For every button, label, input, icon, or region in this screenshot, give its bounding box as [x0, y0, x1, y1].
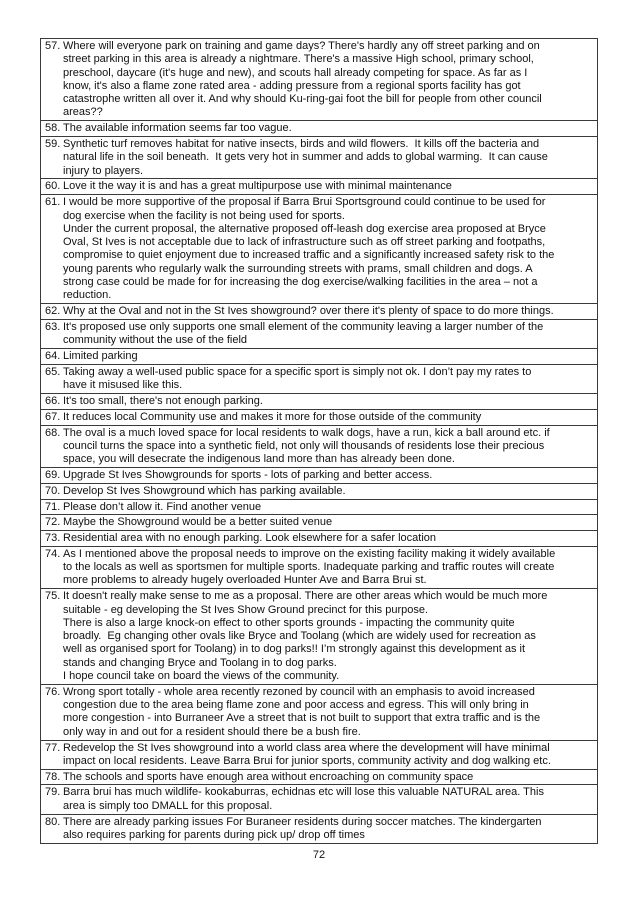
comment-row — [41, 425, 597, 467]
comment-line: Taking away a well-used public space for a specific sport is simply not ok. I don’t pay my rates to — [63, 365, 532, 378]
comment-number: 67. — [45, 410, 61, 423]
comment-number: 74. — [45, 547, 61, 560]
comment-text — [63, 427, 597, 467]
comment-number: 70. — [45, 484, 61, 497]
comment-line: natural life in the soil beneath. It gets very hot in summer and adds to global warming. It can cause — [63, 151, 548, 164]
comment-row — [41, 740, 597, 769]
comment-text — [63, 516, 597, 529]
comment-text — [63, 686, 597, 739]
comment-text — [63, 411, 597, 424]
comment-number: 80. — [45, 815, 61, 828]
comment-line: There is also a large knock-on effect to other sports grounds - impacting the community quite — [63, 616, 515, 629]
comment-text — [63, 122, 597, 135]
comment-line: Limited parking — [63, 350, 138, 363]
comment-text — [63, 742, 597, 769]
comments-table — [40, 38, 598, 844]
comment-line: reduction. — [63, 289, 112, 302]
comment-row — [41, 39, 597, 120]
comment-text — [63, 590, 597, 683]
comment-line: Where will everyone park on training and game days? There's hardly any off street parking and on — [63, 40, 540, 52]
comment-row — [41, 194, 597, 303]
comment-number: 62. — [45, 305, 61, 318]
comment-row — [41, 393, 597, 409]
comment-line: preschool, daycare (it's huge and new), and scouts hall already competing for space. As far as I — [63, 66, 528, 79]
comment-text — [63, 180, 597, 193]
comment-number: 60. — [45, 180, 61, 193]
comment-number: 75. — [45, 590, 61, 603]
comment-line: Why at the Oval and not in the St Ives showground? over there it's plenty of space to do more things. — [63, 305, 554, 318]
comment-number: 66. — [45, 394, 61, 407]
comment-row — [41, 514, 597, 530]
comment-line: It doesn't really make sense to me as a proposal. There are other areas which would be much more — [63, 590, 548, 603]
comment-number: 59. — [45, 138, 61, 151]
comment-number: 77. — [45, 741, 61, 754]
comment-line: Love it the way it is and has a great multipurpose use with minimal maintenance — [63, 180, 452, 193]
comment-line: dog exercise when the facility is not being used for sports. — [63, 209, 345, 222]
comment-line: injury to players. — [63, 164, 144, 177]
comment-number: 65. — [45, 365, 61, 378]
comment-line: Upgrade St Ives Showgrounds for sports - lots of parking and better access. — [63, 468, 433, 481]
comment-row — [41, 120, 597, 136]
comment-line: The available information seems far too vague. — [63, 122, 292, 135]
comment-line: The oval is a much loved space for local residents to walk dogs, have a run, kick a ball around etc. if — [63, 426, 550, 439]
comment-number: 57. — [45, 40, 61, 52]
comment-number: 78. — [45, 770, 61, 783]
comment-number: 64. — [45, 350, 61, 363]
comment-line: young parents who regularly walk the surrounding streets with prams, small children and dogs. A — [63, 262, 533, 275]
comment-line: area is simply too DMALL for this proposal. — [63, 799, 273, 812]
comment-line: more problems to already hugely overloaded Hunter Ave and Barra Brui st. — [63, 574, 427, 587]
comment-row — [41, 409, 597, 425]
comment-row — [41, 303, 597, 319]
comment-line: stands and changing Bryce and Toolang in to dog parks. — [63, 656, 337, 669]
comment-line: Redevelop the St Ives showground into a world class area where the development will have minimal — [63, 741, 550, 754]
comment-line: catastrophe written all over it. And why should Ku-ring-gai foot the bill for people from other council — [63, 93, 542, 106]
comment-row — [41, 483, 597, 499]
comment-text — [63, 196, 597, 302]
comment-line: more congestion - into Burraneer Ave a street that is not built to support that extra traffic and is the — [63, 712, 541, 725]
comment-text — [63, 485, 597, 498]
comment-text — [63, 305, 597, 318]
comment-text — [63, 366, 597, 393]
comment-line: strong case could be made for for increasing the dog exercise/walking facilities in the area – not a — [63, 276, 538, 289]
comment-line: Maybe the Showground would be a better suited venue — [63, 516, 333, 529]
comment-line: There are already parking issues For Buraneer residents during soccer matches. The kindergarten — [63, 815, 542, 828]
comment-number: 79. — [45, 786, 61, 799]
comment-line: Oval, St Ives is not acceptable due to lack of infrastructure such as off street parking and footpaths, — [63, 236, 546, 249]
comment-row — [41, 364, 597, 393]
comment-line: council turns the space into a synthetic field, not only will thousands of residents lose their precious — [63, 439, 545, 452]
comment-line: Wrong sport totally - whole area recently rezoned by council with an emphasis to avoid increased — [63, 685, 535, 698]
comment-line: It reduces local Community use and makes it more for those outside of the community — [63, 410, 482, 423]
comment-line: compromise to quiet enjoyment due to increased traffic and a significantly increased safety risk to the — [63, 249, 555, 262]
page-number: 72 — [312, 849, 326, 861]
comment-number: 72. — [45, 516, 61, 529]
comment-row — [41, 546, 597, 588]
comment-line: Please don’t allow it. Find another venue — [63, 500, 262, 513]
comment-row — [41, 784, 597, 813]
comment-line: Barra brui has much wildlife- kookaburras, echidnas etc will lose this valuable NATURAL area. This — [63, 786, 544, 799]
comment-line: It's proposed use only supports one small element of the community leaving a larger number of the — [63, 320, 544, 333]
comment-text — [63, 350, 597, 363]
comment-text — [63, 469, 597, 482]
comment-number: 58. — [45, 122, 61, 135]
comment-line: impact on local residents. Leave Barra Brui for junior sports, community activity and dog walking etc. — [63, 754, 551, 767]
comment-line: As I mentioned above the proposal needs to improve on the existing facility making it widely available — [63, 547, 556, 560]
comment-row — [41, 136, 597, 178]
comment-line: street parking in this area is already a nightmare. There's a massive High school, primary school, — [63, 53, 534, 66]
comment-line: Residential area with no enough parking. Look elsewhere for a safer location — [63, 532, 437, 545]
comment-line: suitable - eg developing the St Ives Show Ground precinct for this purpose. — [63, 603, 429, 616]
comment-line: areas?? — [63, 106, 103, 119]
comment-line: I hope council take on board the views of the community. — [63, 670, 340, 683]
comment-number: 76. — [45, 685, 61, 698]
comment-row — [41, 588, 597, 684]
comment-line: have it misused like this. — [63, 379, 183, 392]
comment-text — [63, 395, 597, 408]
comment-row — [41, 499, 597, 515]
comment-text — [63, 138, 597, 178]
comment-line: also requires parking for parents during pick up/ drop off times — [63, 828, 365, 841]
comment-line: well as organised sport for Toolang) in to dog parks!! I’m strongly against this development as it — [63, 643, 526, 656]
comment-text — [63, 786, 597, 813]
comment-line: Develop St Ives Showground which has parking available. — [63, 484, 346, 497]
comment-text — [63, 816, 597, 843]
comment-line: to the locals as well as sportsmen for multiple sports. Inadequate parking and traffic routes will create — [63, 561, 555, 574]
comment-line: The schools and sports have enough area without encroaching on community space — [63, 770, 474, 783]
comment-line: It's too small, there's not enough parking. — [63, 394, 263, 407]
comment-number: 63. — [45, 320, 61, 333]
comment-row — [41, 348, 597, 364]
comment-line: congestion due to the area being flame zone and poor access and egress. This will only bring in — [63, 699, 529, 712]
comment-row — [41, 684, 597, 740]
comment-text — [63, 501, 597, 514]
comment-row — [41, 467, 597, 483]
comment-text — [63, 321, 597, 348]
comment-line: I would be more supportive of the proposal if Barra Brui Sportsground could continue to be used for — [63, 196, 546, 209]
comment-line: space, you will desecrate the indigenous land more than has already been done. — [63, 453, 455, 466]
comment-row — [41, 814, 597, 843]
comment-row — [41, 769, 597, 785]
comment-row — [41, 530, 597, 546]
comment-row — [41, 319, 597, 348]
comment-text — [63, 40, 597, 120]
comment-text — [63, 532, 597, 545]
comment-line: only way in and out for a resident should there be a bush fire. — [63, 725, 361, 738]
comment-line: Under the current proposal, the alternative proposed off-leash dog exercise area proposed at Bryce — [63, 222, 546, 235]
comment-number: 73. — [45, 532, 61, 545]
comment-text — [63, 548, 597, 588]
comment-row — [41, 178, 597, 194]
comment-number: 71. — [45, 500, 61, 513]
comment-text — [63, 771, 597, 784]
comment-line: community without the use of the field — [63, 334, 248, 347]
comment-number: 68. — [45, 426, 61, 439]
comment-line: know, it's also a flame zone rated area - adding pressure from a regional sports facility has got — [63, 79, 521, 92]
comment-line: Synthetic turf removes habitat for native insects, birds and wild flowers. It kills off the bacteria and — [63, 138, 540, 151]
comment-number: 69. — [45, 468, 61, 481]
comment-number: 61. — [45, 196, 61, 209]
comment-line: broadly. Eg changing other ovals like Bryce and Toolang (which are widely used for recreation as — [63, 630, 536, 643]
